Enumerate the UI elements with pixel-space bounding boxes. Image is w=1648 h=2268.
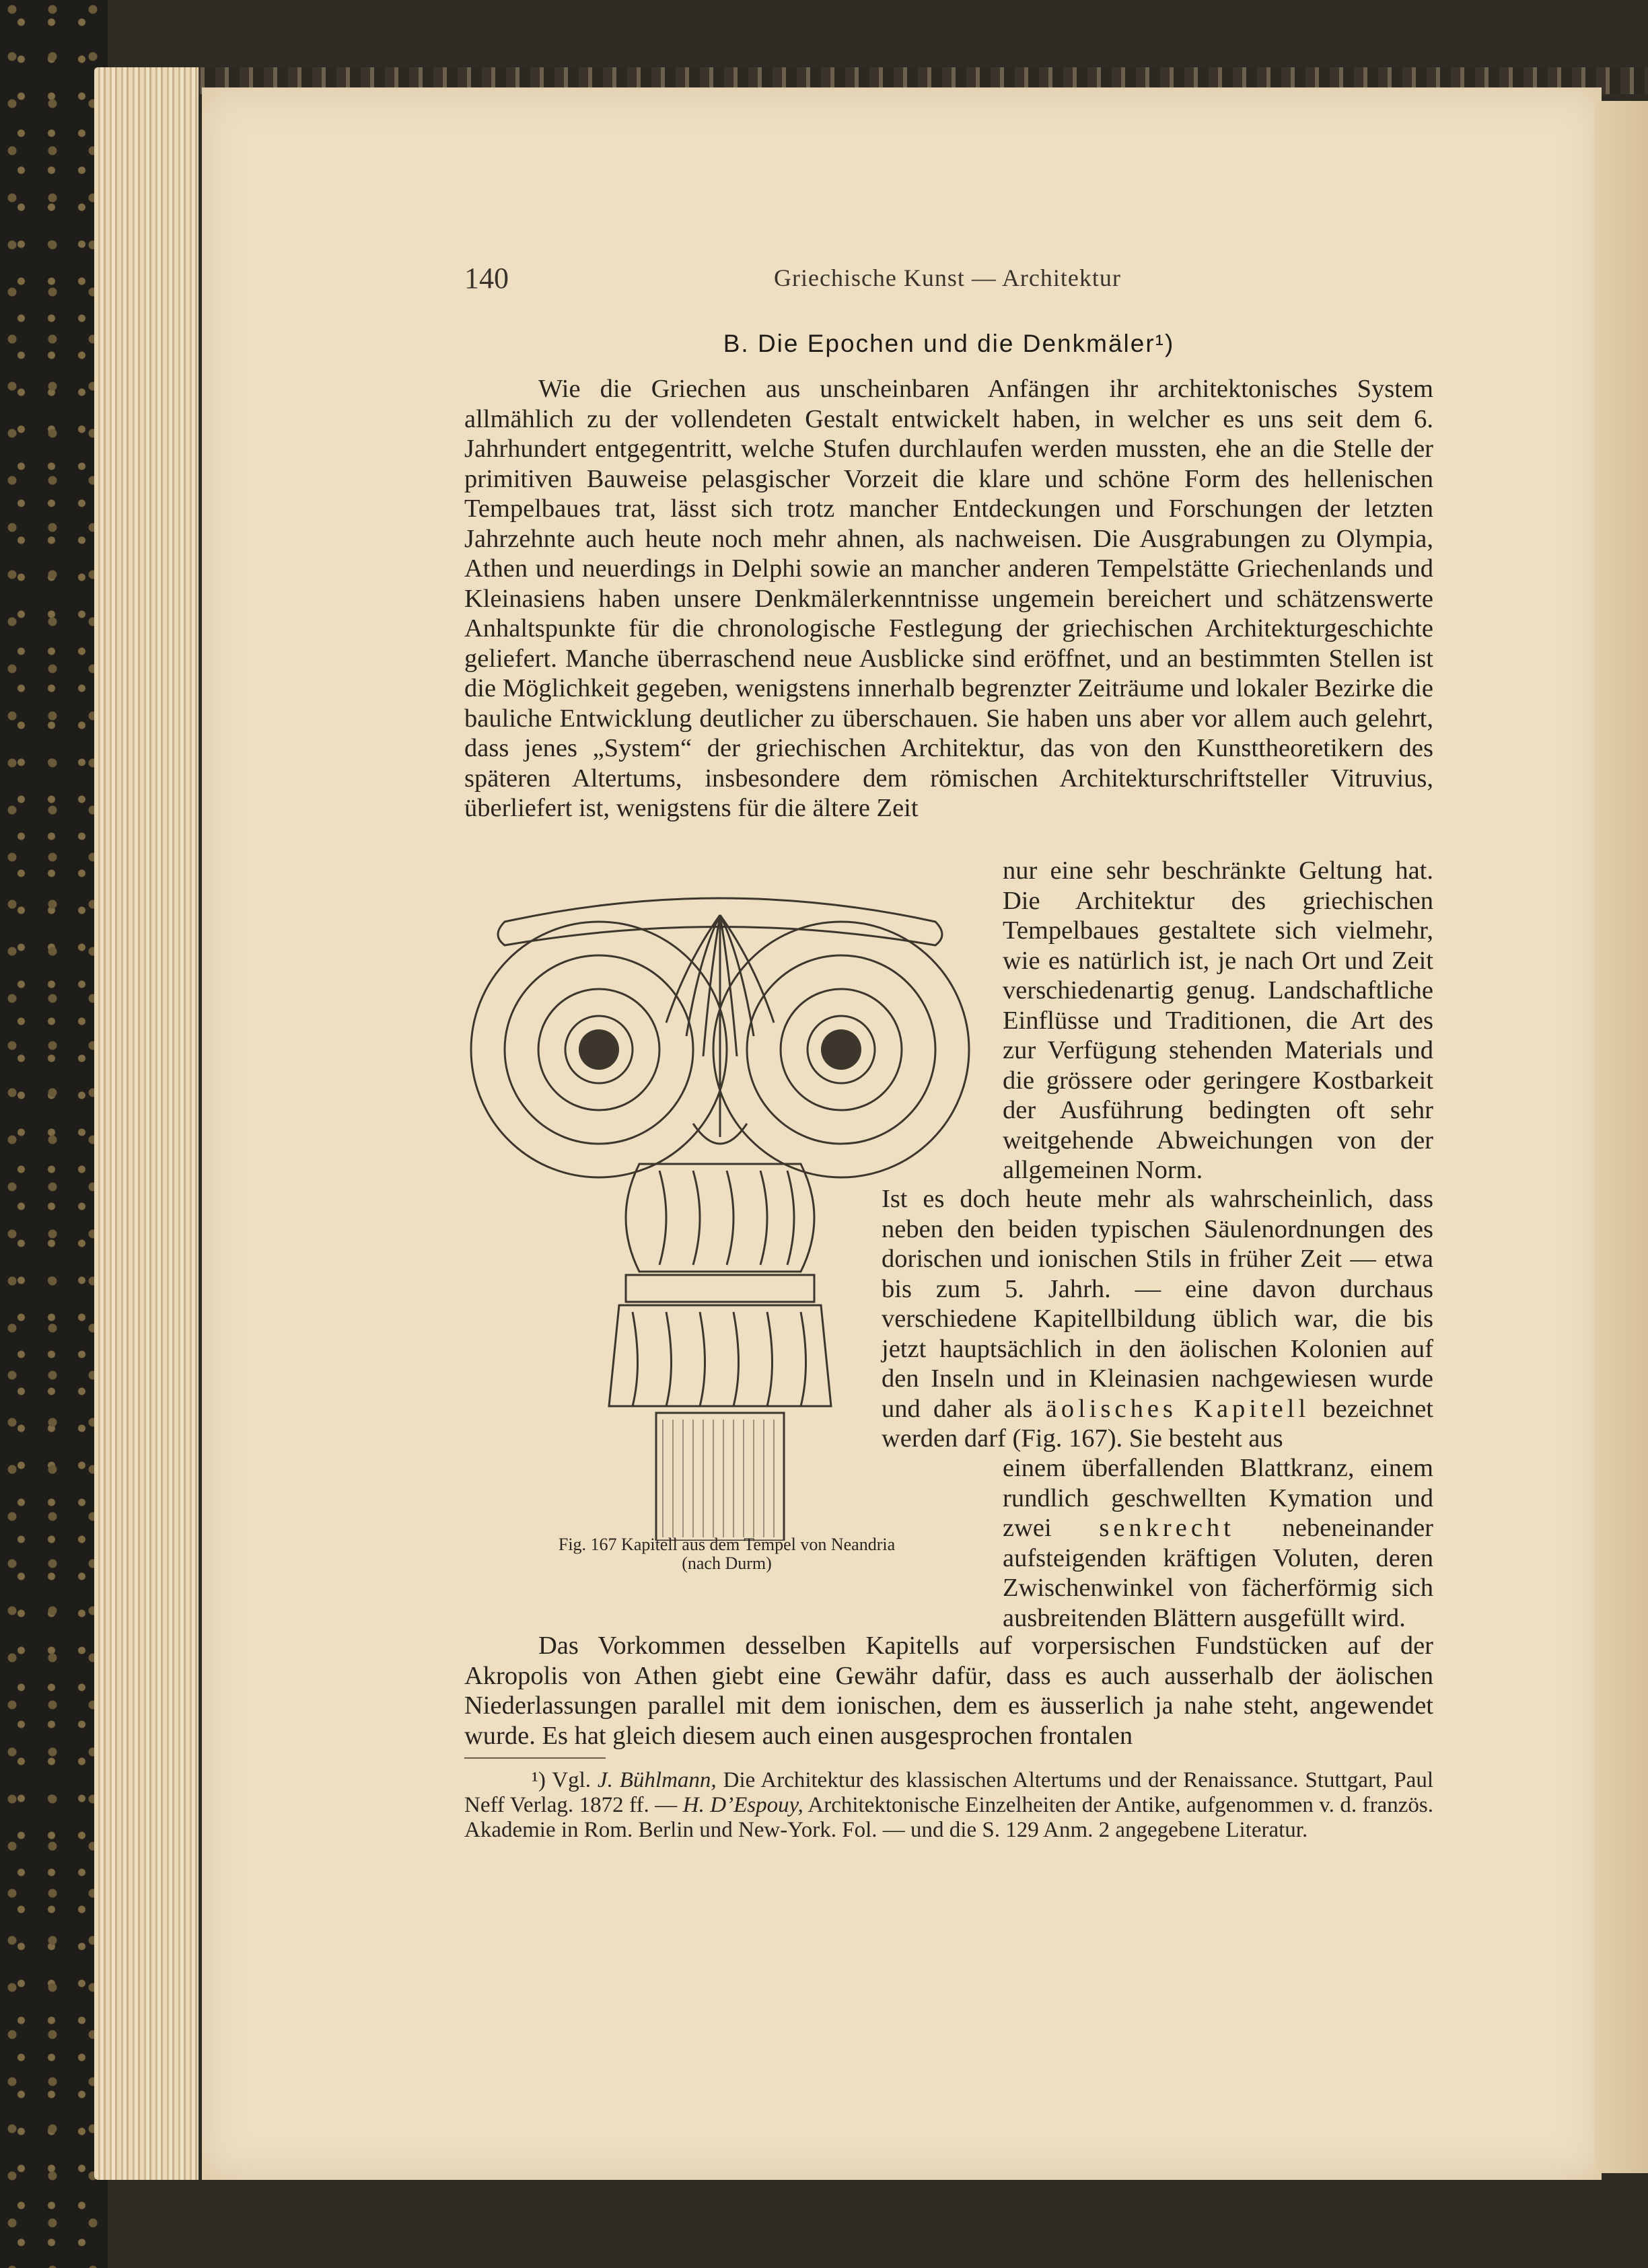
footnote-rule [464, 1757, 606, 1759]
footnote [464, 1768, 1433, 1843]
palmette-fan [666, 915, 774, 1137]
page-edges [94, 67, 199, 2180]
figure-aeolic-capital [464, 881, 976, 1554]
kymation [626, 1164, 814, 1272]
paragraph-intro: Wie die Griechen aus unscheinbaren Anfängen ihr architektonisches System allmählich zu der vollendeten Gestalt entwickelt haben, in welcher es uns seit dem 6. Jahrhundert entgegentritt, welche Stufen durchlaufen werden mussten, ehe an die Stelle der primitiven Bauweise pelasgischer Vorzeit die klare und schöne Form des hellenischen Tempelbaues trat, lässt sich trotz mancher Entdeckungen und Forschungen der letzten Jahrzehnte auch heute noch mehr ahnen, als nachweisen. Die Ausgrabungen zu Olympia, Athen und neuerdings in Delphi sowie an mancher anderen Tempelstätte Griechenlands und Kleinasiens haben unsere Denkmälerkenntnisse ungemein bereichert und schätzenswerte Anhaltspunkte für die chronologische Festlegung der griechischen Architekturgeschichte geliefert. Manche überraschend neue Ausblicke sind eröffnet, und an bestimmten Stellen ist die Möglichkeit gegeben, wenigstens innerhalb begrenzter Zeiträume und lokaler Bezirke die bauliche Entwicklung deutlicher zu überschauen. Sie haben uns aber vor allem auch gelehrt, dass jenes „System“ der griechischen Architektur, das von den Kunsttheoretikern des späteren Altertums, insbesondere dem römischen Architekturschriftsteller Vitruvius, überliefert ist, wenigstens für die ältere Zeit [464, 375, 1433, 822]
capital-illustration [464, 881, 976, 1541]
book-cover [0, 0, 108, 2268]
section-title: B. Die Epochen und die Denkmäler¹) [723, 330, 1175, 357]
volute-right-eye [821, 1029, 861, 1070]
facing-page-edge [1595, 101, 1648, 2173]
paragraph-aeolic-text: Ist es doch heute mehr als wahrscheinlich, dass neben den beiden typischen Säulenordnungen des dorischen und ionischen Stils in früher Zeit — etwa bis zum 5. Jahrh. — eine davon durchaus verschiedene Kapitellbildung üblich war, die bis jetzt hauptsächlich in den äolischen Kolonien auf den Inseln und in Kleinasien nachgewiesen wurde und daher als [882, 1185, 1433, 1423]
column-shaft [656, 1413, 784, 1541]
shaft-hatching [663, 1420, 774, 1537]
footnote-text-a: Vgl. [552, 1768, 591, 1792]
footnote-author-1: J. Bühlmann, [597, 1768, 717, 1792]
figure-caption [491, 1535, 962, 1573]
astragal [626, 1275, 814, 1302]
footnote-author-2: H. D’Espouy, [682, 1793, 803, 1817]
paragraph-akropolis: Das Vorkommen desselben Kapitells auf vorpersischen Fundstücken auf der Akropolis von Athen giebt eine Gewähr dafür, dass es auch ausserhalb der äolischen Niederlassungen parallel mit dem ionischen, dem es äusserlich ja nahe steht, angewendet wurde. Es hat gleich diesem auch einen ausgesprochen frontalen [464, 1632, 1433, 1750]
footnote-text-b: Die Architektur des klassischen Altertums und der Renaissance. Stuttgart, Paul Neff Verlag. 1872 ff. — [464, 1768, 1433, 1817]
footnote-marker: ¹) [532, 1768, 546, 1792]
emphasis-aeolic-capital: äolisches Kapitell [1045, 1394, 1310, 1423]
emphasis-senkrecht: senkrecht [1099, 1514, 1235, 1542]
paragraph-volutes-text-b: nebeneinander aufsteigenden kräftigen Voluten, deren Zwischenwinkel von fächerförmig sich ausbreitenden Blättern ausgefüllt wird. [1003, 1514, 1434, 1632]
caption-line-1: Fig. 167 Kapitell aus dem Tempel von Neandria [558, 1535, 896, 1554]
paragraph-aeolic-end: bezeichnet werden darf (Fig. 167). Sie besteht aus [882, 1394, 1433, 1453]
caption-line-2: (nach Durm) [682, 1553, 772, 1573]
page-header [464, 261, 1433, 293]
running-head: Griechische Kunst — Architektur [774, 264, 1121, 291]
paragraph-volutes [1003, 1453, 1433, 1633]
leaf-crown [609, 1305, 831, 1406]
paragraph-geltung: nur eine sehr beschränkte Geltung hat. Die Architektur des griechischen Tempelbaues gestaltete sich vielmehr, wie es natürlich ist, je nach Ort und Zeit verschiedenartig genug. Landschaftliche Einflüsse und Traditionen, die Art des zur Verfügung stehenden Materials und die grössere oder geringere Kostbarkeit der Ausführung bedingten oft sehr weitgehende Abweichungen von der allgemeinen Norm. [1003, 856, 1433, 1184]
footnote-text-c: Architektonische Einzelheiten der Antike, aufgenommen v. d. französ. Akademie in Rom. Berlin und New-York. Fol. — und die S. 129 Anm. 2 angegebene Literatur. [464, 1793, 1434, 1842]
page-number: 140 [464, 262, 509, 295]
volute-left-eye [579, 1029, 619, 1070]
paragraph-volutes-text-a: einem überfallenden Blattkranz, einem rundlich geschwellten Kymation und zwei [1003, 1454, 1433, 1542]
